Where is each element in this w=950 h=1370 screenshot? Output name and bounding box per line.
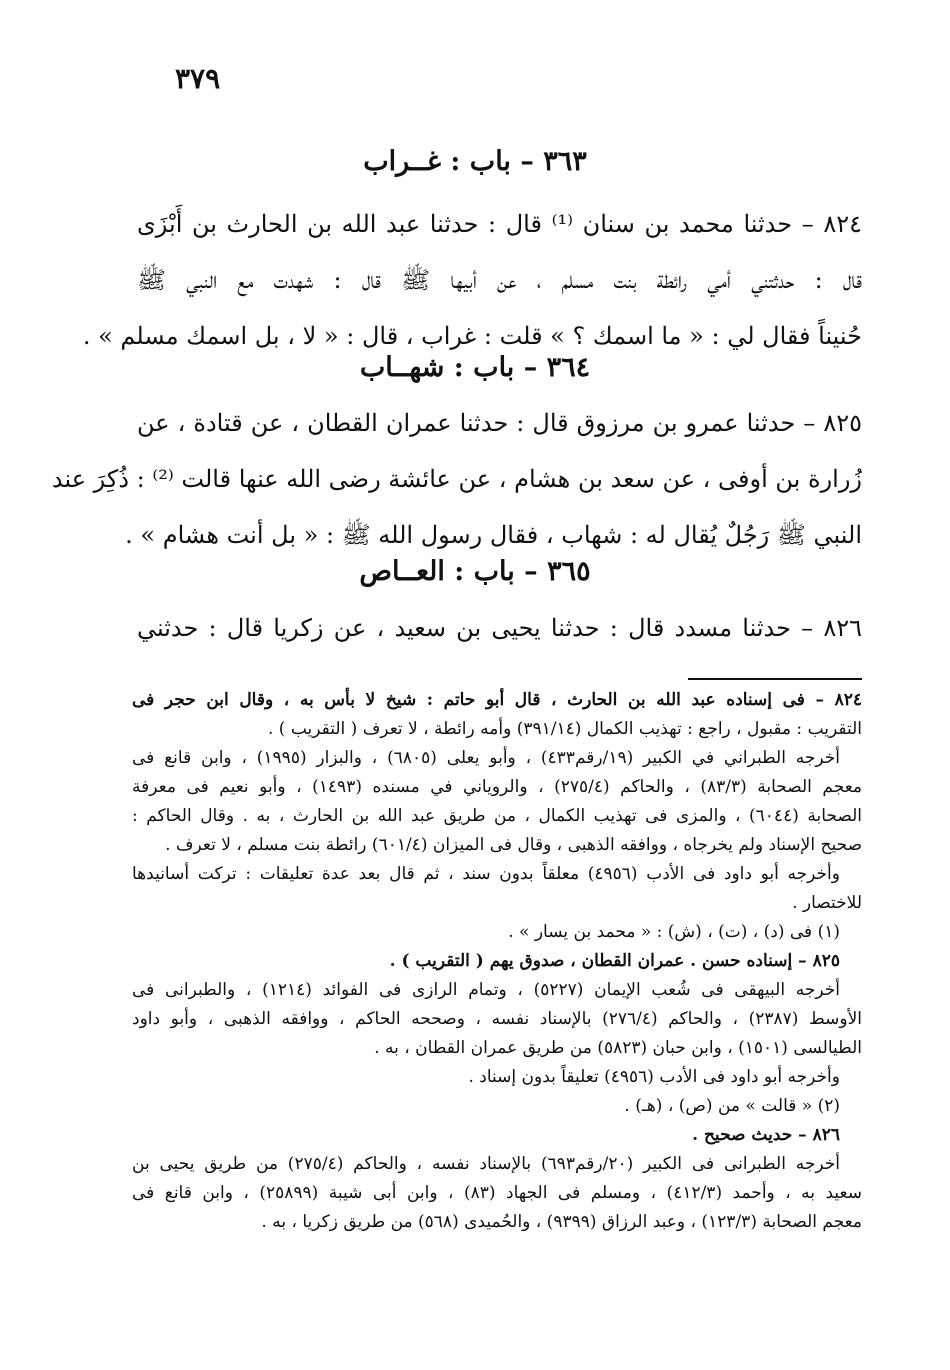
- hadith-line: ٨٢٥ – حدثنا عمرو بن مرزوق قال : حدثنا عمران القطان ، عن قتادة ، عن: [137, 409, 862, 437]
- footnote-line: سعيد به ، وأحمد (٤١٢/٣) ، ومسلم فى الجهاد (٨٣) ، وابن أبى شيبة (٢٥٨٩٩) ، وابن قانع فى: [132, 1183, 862, 1203]
- footnote-line: وأخرجه أبو داود فى الأدب (٤٩٥٦) تعليقاً بدون إسناد .: [468, 1067, 840, 1087]
- footnote-line: أخرجه الطبرانى فى الكبير (٢٠/رقم٦٩٣) بالإسناد نفسه ، والحاكم (٢٧٥/٤) من طريق يحيى بن: [132, 1154, 840, 1174]
- footnote-line: الصحابة (٦٠٤٤) ، والمزى فى تهذيب الكمال ، من طريق عبد الله بن الحارث ، به . وقال الحاكم :: [132, 806, 862, 826]
- hadith-line: النبي ﷺ رَجُلٌ يُقال له : شهاب ، فقال رسول الله ﷺ : « بل أنت هشام » .: [125, 521, 862, 549]
- hadith-line: زُرارة بن أوفى ، عن سعد بن هشام ، عن عائشة رضى الله عنها قالت ⁽²⁾ : ذُكِرَ عند: [51, 465, 862, 493]
- footnote-separator: [688, 678, 862, 680]
- chapter-heading-364: ٣٦٤ – باب : شهــاب: [359, 352, 591, 383]
- footnote-line: معجم الصحابة (١٢٣/٣) ، وعبد الرزاق (٩٣٩٩) ، والحُميدى (٥٦٨) من طريق زكريا ، به .: [261, 1212, 862, 1232]
- hadith-line: ٨٢٤ – حدثنا محمد بن سنان ⁽¹⁾ قال : حدثنا عبد الله بن الحارث بن أَبْزَى: [137, 210, 862, 238]
- hadith-824: [82, 196, 862, 364]
- footnote-line: (١) فى (د) ، (ت) ، (ش) : « محمد بن يسار » .: [508, 922, 840, 942]
- chapter-heading-365: ٣٦٥ – باب : العــاص: [359, 556, 591, 587]
- footnote-line: التقريب : مقبول ، راجع : تهذيب الكمال (٣٩١/١٤) وأمه رائطة ، لا تعرف ( التقريب ) .: [267, 719, 862, 739]
- footnote-line: للاختصار .: [792, 893, 862, 913]
- chapter-heading-363: ٣٦٣ – باب : غــراب: [363, 146, 587, 177]
- footnote-line: الأوسط (٢٣٨٧) ، والحاكم (٢٧٦/٤) بالإسناد نفسه ، وصححه الحاكم ، ووافقه الذهبى ، وأبو داود: [132, 1009, 863, 1029]
- footnote-line: (٢) « قالت » من (ص) ، (هـ) .: [624, 1096, 840, 1116]
- hadith-825: [51, 395, 862, 563]
- footnote-line: أخرجه البيهقى فى شُعب الإيمان (٥٢٢٧) ، وتمام الرازى فى الفوائد (١٢١٤) ، والطبرانى فى: [132, 980, 840, 1000]
- footnotes: [132, 686, 862, 1237]
- footnote-line: ٨٢٥ – إسناده حسن . عمران القطان ، صدوق يهم ( التقريب ) .: [389, 951, 840, 971]
- footnote-line: صحيح الإسناد ولم يخرجاه ، ووافقه الذهبى ، وقال فى الميزان (٦٠١/٤) رائطة بنت مسلم ، لا تعرف .: [165, 835, 862, 855]
- footnote-line: معجم الصحابة (٨٣/٣) ، والحاكم (٢٧٥/٤) ، والروياني في مسنده (١٤٩٣) ، وأبو نعيم فى معرفة: [132, 777, 863, 797]
- page-number: ٣٧٩: [175, 62, 221, 95]
- hadith-line: ٨٢٦ – حدثنا مسدد قال : حدثنا يحيى بن سعيد ، عن زكريا قال : حدثني: [137, 614, 862, 642]
- hadith-826: [137, 600, 862, 656]
- hadith-line: حُنيناً فقال لي : « ما اسمك ؟ » قلت : غراب ، قال : « لا ، بل اسمك مسلم » .: [82, 322, 862, 350]
- hadith-line: قال : حدثتني أمي رائطة بنت مسلم ، عن أبيها ﷺ قال : شهدت مع النبي ﷺ: [137, 266, 862, 294]
- footnote-line: ٨٢٦ – حديث صحيح .: [692, 1125, 840, 1145]
- footnote-line: وأخرجه أبو داود فى الأدب (٤٩٥٦) معلقاً بدون سند ، ثم قال بعد عدة تعليقات : تركت أسانيدها: [132, 864, 840, 884]
- footnote-line: أخرجه الطبراني في الكبير (١٩/رقم٤٣٣) ، وأبو يعلى (٦٨٠٥) ، والبزار (١٩٩٥) ، وابن قانع فى: [132, 748, 840, 768]
- footnote-line: ٨٢٤ – فى إسناده عبد الله بن الحارث ، قال أبو حاتم : شيخ لا بأس به ، وقال ابن حجر فى: [132, 690, 862, 710]
- footnote-line: الطيالسى (١٥٠١) ، وابن حبان (٥٨٢٣) من طريق عمران القطان ، به .: [374, 1038, 862, 1058]
